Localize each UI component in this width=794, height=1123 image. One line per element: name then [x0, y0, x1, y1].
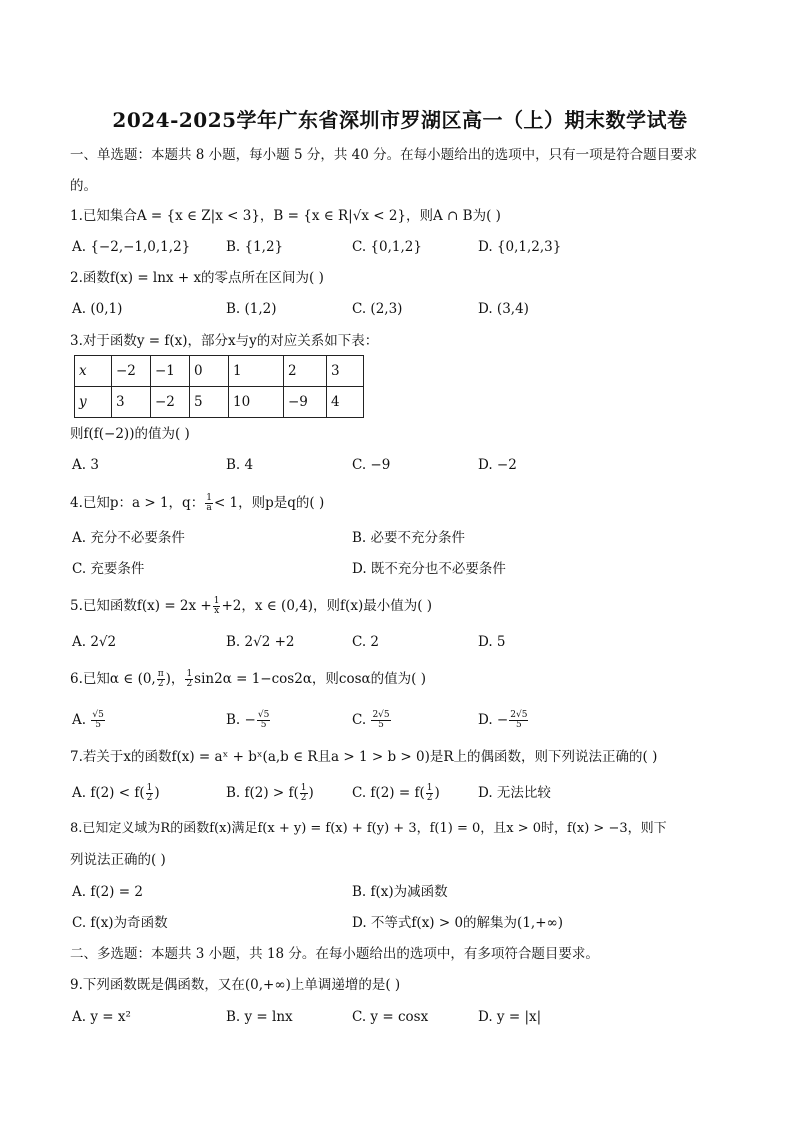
option-fraction	[371, 711, 390, 730]
q2-option-c: C. (2,3)	[352, 301, 403, 317]
table-cell: y	[75, 387, 112, 418]
fraction-denominator: 2	[426, 793, 433, 803]
option-text: B. f(2) > f(	[226, 785, 299, 801]
q3-option-c: C. −9	[352, 457, 391, 473]
q5-option-d: D. 5	[478, 634, 506, 650]
q6-stem-mid: )，	[165, 671, 185, 687]
q4-fraction	[205, 494, 213, 513]
q2-option-d: D. (3,4)	[478, 301, 529, 317]
q4-stem	[70, 494, 324, 513]
q6-option-b	[226, 711, 271, 730]
fraction-denominator: 2	[300, 793, 307, 803]
q9-stem: 9.下列函数既是偶函数，又在(0,+∞)上单调递增的是( )	[70, 977, 401, 993]
option-fraction	[300, 784, 308, 803]
fraction-numerator: 1	[300, 783, 307, 793]
option-fraction	[426, 784, 434, 803]
fraction-numerator: 1	[426, 783, 433, 793]
table-cell: −2	[151, 387, 190, 418]
q5-option-c: C. 2	[352, 634, 380, 650]
option-fraction	[257, 711, 270, 730]
q2-option-a: A. (0,1)	[72, 301, 123, 317]
table-cell: 3	[112, 387, 151, 418]
option-text: C. f(2) = f(	[352, 785, 425, 801]
table-cell: 5	[190, 387, 229, 418]
q8-option-c: C. f(x)为奇函数	[72, 915, 168, 931]
q4-option-b: B. 必要不充分条件	[352, 530, 466, 546]
q6-option-d	[478, 711, 529, 730]
option-fraction	[146, 784, 154, 803]
fraction-denominator: a	[206, 503, 212, 513]
fraction-numerator: √5	[92, 710, 104, 720]
q2-option-b: B. (1,2)	[226, 301, 277, 317]
q5-stem-start: 5.已知函数f(x) = 2x +	[70, 598, 212, 614]
fraction-denominator: 5	[95, 720, 101, 730]
table-cell: −2	[112, 356, 151, 387]
fraction-denominator: x	[214, 606, 220, 616]
q8-option-d: D. 不等式f(x) > 0的解集为(1,+∞)	[352, 915, 564, 931]
q4-option-d: D. 既不充分也不必要条件	[352, 561, 506, 577]
section1-heading-cont: 的。	[70, 178, 97, 194]
q1-stem: 1.已知集合A = {x ∈ Z|x < 3}，B = {x ∈ R|√x < 2}，则A ∩ B为( )	[70, 208, 501, 224]
table-cell: 10	[229, 387, 284, 418]
q7-option-c	[352, 784, 440, 803]
fraction-denominator: 5	[378, 720, 384, 730]
q9-option-d: D. y = |x|	[478, 1009, 542, 1025]
fraction-numerator: π	[157, 669, 164, 679]
fraction-denominator: 2	[146, 793, 153, 803]
q4-option-c: C. 充要条件	[72, 561, 145, 577]
section2-heading: 二、多选题：本题共 3 小题，共 18 分。在每小题给出的选项中，有多项符合题目要求。	[70, 946, 599, 962]
table-cell: 0	[190, 356, 229, 387]
q1-option-b: B. {1,2}	[226, 239, 284, 255]
section1-heading: 一、单选题：本题共 8 小题，每小题 5 分，共 40 分。在每小题给出的选项中，只有一项是符合题目要求	[70, 147, 698, 163]
q8-stem-cont: 列说法正确的( )	[70, 852, 166, 868]
q9-option-c: C. y = cosx	[352, 1009, 429, 1025]
q5-fraction	[213, 597, 221, 616]
table-cell: 3	[327, 356, 364, 387]
q3-option-d: D. −2	[478, 457, 517, 473]
q7-option-d: D. 无法比较	[478, 785, 551, 801]
option-close: )	[308, 785, 314, 801]
q8-option-a: A. f(2) = 2	[72, 884, 143, 900]
option-label: A.	[72, 712, 87, 728]
q3-value-table	[74, 355, 364, 418]
table-cell: 1	[229, 356, 284, 387]
q6-fraction-half	[185, 670, 193, 689]
q4-option-a: A. 充分不必要条件	[72, 530, 185, 546]
fraction-numerator: 1	[213, 596, 220, 606]
q1-option-c: C. {0,1,2}	[352, 239, 422, 255]
fraction-numerator: 2√5	[510, 710, 528, 720]
fraction-numerator: √5	[257, 710, 270, 720]
fraction-denominator: 5	[260, 720, 267, 730]
q4-stem-end: < 1，则p是q的( )	[213, 495, 325, 511]
q8-option-b: B. f(x)为减函数	[352, 884, 448, 900]
table-cell: x	[75, 356, 112, 387]
q5-stem-end: +2，x ∈ (0,4)，则f(x)最小值为( )	[221, 598, 433, 614]
q6-stem	[70, 670, 426, 689]
q5-stem	[70, 597, 432, 616]
table-cell: 2	[284, 356, 327, 387]
q8-stem: 8.已知定义域为R的函数f(x)满足f(x + y) = f(x) + f(y) + 3，f(1) = 0，且x > 0时，f(x) > −3，则下	[70, 821, 667, 836]
option-fraction	[509, 711, 528, 730]
q6-option-c	[352, 711, 392, 730]
q7-option-b	[226, 784, 314, 803]
fraction-numerator: 1	[206, 493, 212, 503]
q3-question: 则f(f(−2))的值为( )	[70, 426, 190, 442]
q1-option-a: A. {−2,−1,0,1,2}	[72, 239, 191, 255]
table-cell: 4	[327, 387, 364, 418]
q7-stem: 7.若关于x的函数f(x) = aˣ + bˣ(a,b ∈ R且a > 1 > b > 0)是R上的偶函数，则下列说法正确的( )	[70, 749, 658, 765]
option-label: C.	[352, 712, 367, 728]
q3-option-b: B. 4	[226, 457, 254, 473]
table-cell: −9	[284, 387, 327, 418]
fraction-denominator: 2	[157, 679, 164, 689]
q6-option-a	[72, 711, 106, 730]
q3-option-a: A. 3	[72, 457, 99, 473]
q9-option-b: B. y = lnx	[226, 1009, 293, 1025]
table-row-x	[75, 356, 364, 387]
q2-stem: 2.函数f(x) = lnx + x的零点所在区间为( )	[70, 270, 324, 286]
q5-option-b: B. 2√2 +2	[226, 634, 295, 650]
q9-option-a: A. y = x²	[72, 1009, 131, 1025]
q6-stem-end: sin2α = 1−cos2α，则cosα的值为( )	[194, 671, 426, 687]
q5-option-a: A. 2√2	[72, 634, 117, 650]
option-close: )	[434, 785, 440, 801]
option-close: )	[154, 785, 160, 801]
option-label: D. −	[478, 712, 509, 728]
table-cell: −1	[151, 356, 190, 387]
table-row-y	[75, 387, 364, 418]
option-label: B. −	[226, 712, 256, 728]
q7-option-a	[72, 784, 160, 803]
fraction-numerator: 1	[186, 669, 193, 679]
q4-stem-start: 4.已知p：a > 1，q：	[70, 495, 205, 511]
q6-fraction-pi	[157, 670, 165, 689]
exam-title: 2024-2025学年广东省深圳市罗湖区高一（上）期末数学试卷	[112, 108, 688, 132]
fraction-numerator: 2√5	[372, 710, 390, 720]
option-fraction	[91, 711, 104, 730]
q6-stem-start: 6.已知α ∈ (0,	[70, 671, 156, 687]
fraction-numerator: 1	[146, 783, 153, 793]
q1-option-d: D. {0,1,2,3}	[478, 239, 562, 255]
fraction-denominator: 2	[186, 679, 193, 689]
fraction-denominator: 5	[515, 720, 522, 730]
q3-stem: 3.对于函数y = f(x)，部分x与y的对应关系如下表：	[70, 333, 379, 349]
option-text: A. f(2) < f(	[72, 785, 145, 801]
